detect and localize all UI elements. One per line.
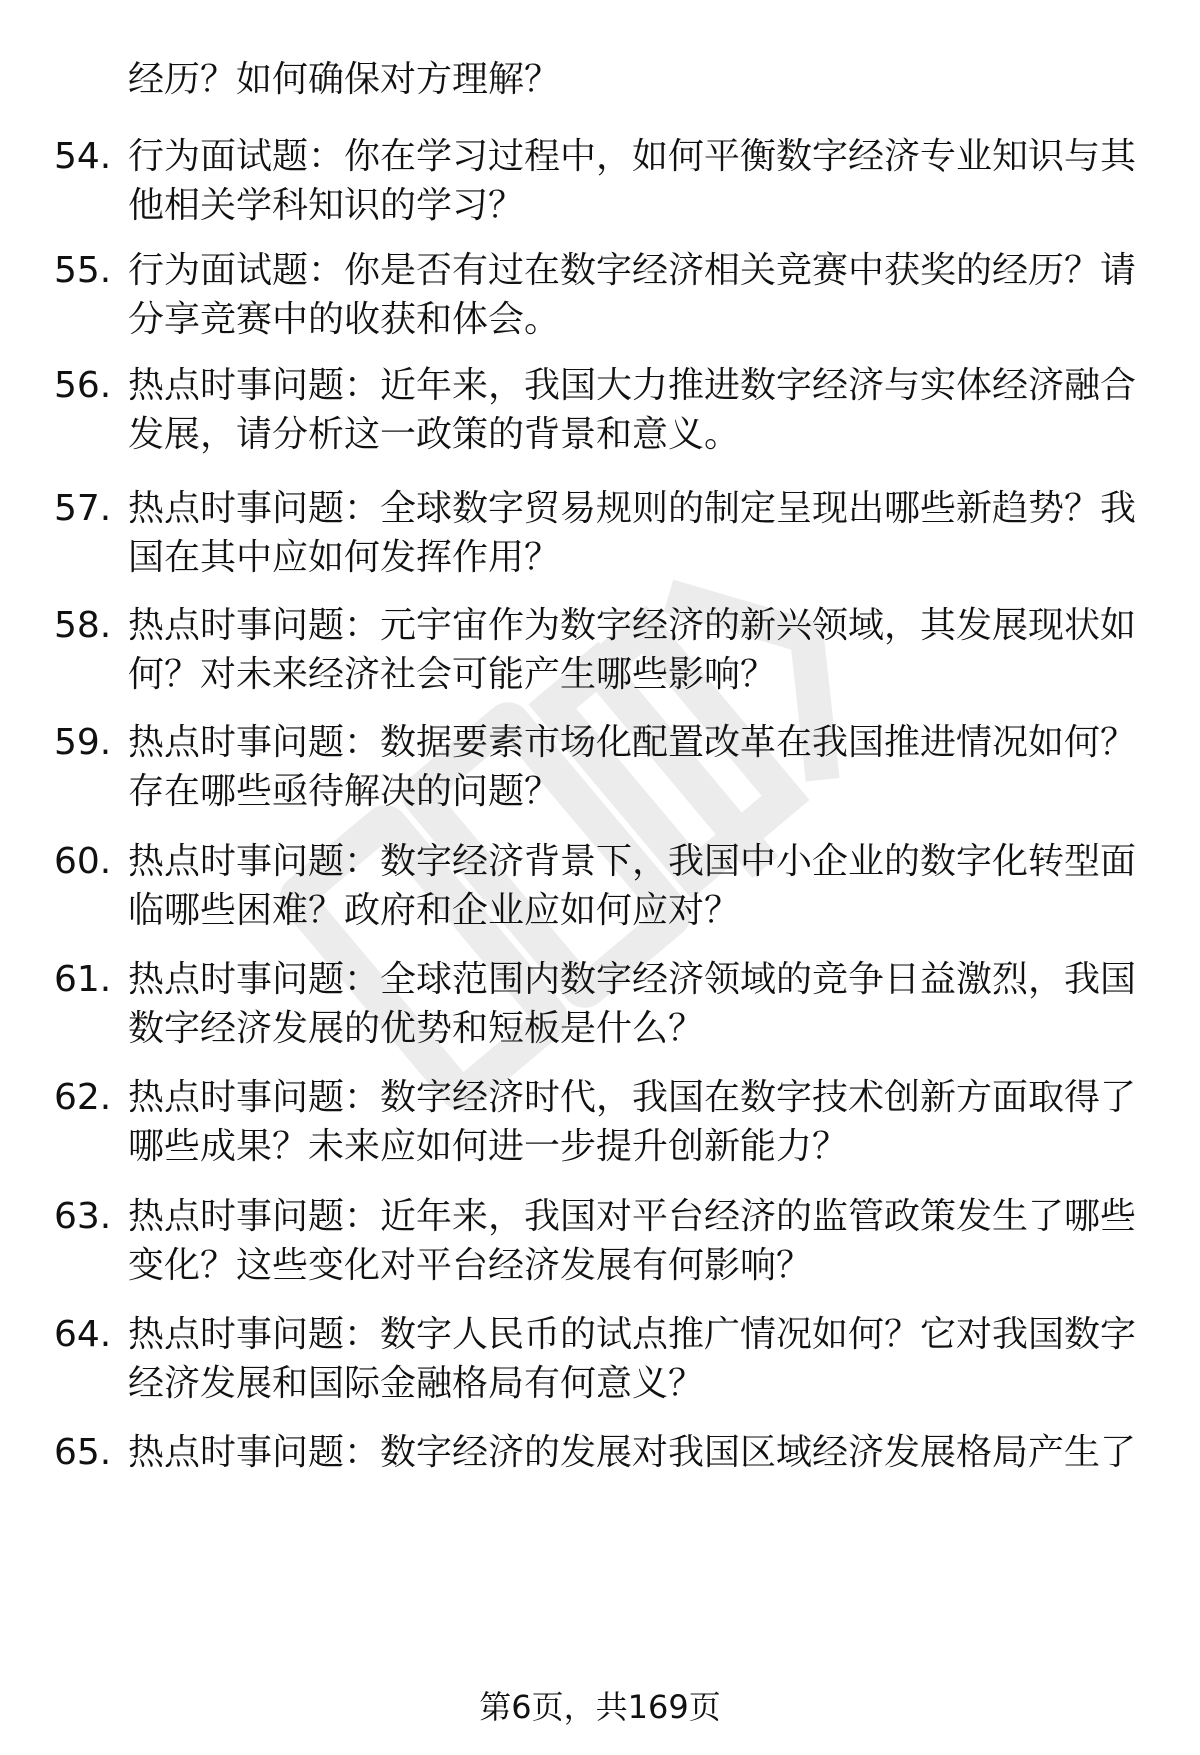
question-text-line: 热点时事问题：数字人民币的试点推广情况如何？它对我国数字 — [128, 1314, 1137, 1355]
question-text-line: 经历？如何确保对方理解？ — [128, 59, 561, 100]
question-number: 64. — [54, 1314, 112, 1355]
question-text-line: 热点时事问题：近年来，我国大力推进数字经济与实体经济融合 — [128, 365, 1137, 406]
question-text-line: 热点时事问题：元宇宙作为数字经济的新兴领域，其发展现状如 — [128, 605, 1137, 646]
question-number: 59. — [54, 722, 112, 763]
question-text-line: 分享竞赛中的收获和体会。 — [128, 299, 561, 340]
question-text-line: 经济发展和国际金融格局有何意义？ — [128, 1363, 705, 1404]
question-number: 65. — [54, 1432, 112, 1473]
question-number: 56. — [54, 365, 112, 406]
question-text-line: 发展，请分析这一政策的背景和意义。 — [128, 414, 741, 455]
question-number: 61. — [54, 959, 112, 1000]
question-text-line: 行为面试题：你在学习过程中，如何平衡数字经济专业知识与其 — [128, 136, 1137, 177]
question-number: 58. — [54, 605, 112, 646]
question-number: 62. — [54, 1077, 112, 1118]
question-text-line: 国在其中应如何发挥作用？ — [128, 537, 561, 578]
question-number: 54. — [54, 136, 112, 177]
question-text-line: 热点时事问题：数字经济背景下，我国中小企业的数字化转型面 — [128, 841, 1137, 882]
question-text-line: 数字经济发展的优势和短板是什么？ — [128, 1008, 705, 1049]
question-text-line: 变化？这些变化对平台经济发展有何影响？ — [128, 1245, 813, 1286]
question-text-line: 他相关学科知识的学习？ — [128, 185, 525, 226]
question-text-line: 何？对未来经济社会可能产生哪些影响？ — [128, 654, 777, 695]
question-text-line: 热点时事问题：数字经济时代，我国在数字技术创新方面取得了 — [128, 1077, 1137, 1118]
question-number: 60. — [54, 841, 112, 882]
question-number: 63. — [54, 1196, 112, 1237]
question-text-line: 哪些成果？未来应如何进一步提升创新能力？ — [128, 1126, 849, 1167]
question-text-line: 临哪些困难？政府和企业应如何应对？ — [128, 890, 741, 931]
question-text-line: 存在哪些亟待解决的问题？ — [128, 771, 561, 812]
question-text-line: 热点时事问题：数字经济的发展对我国区域经济发展格局产生了 — [128, 1432, 1137, 1473]
question-text-line: 热点时事问题：全球范围内数字经济领域的竞争日益激烈，我国 — [128, 959, 1137, 1000]
question-number: 55. — [54, 250, 112, 291]
question-text-line: 热点时事问题：全球数字贸易规则的制定呈现出哪些新趋势？我 — [128, 488, 1137, 529]
question-text-line: 行为面试题：你是否有过在数字经济相关竞赛中获奖的经历？请 — [128, 250, 1137, 291]
question-text-line: 热点时事问题：近年来，我国对平台经济的监管政策发生了哪些 — [128, 1196, 1137, 1237]
page-number-footer: 第6页，共169页 — [479, 1688, 721, 1726]
question-number: 57. — [54, 488, 112, 529]
question-text-line: 热点时事问题：数据要素市场化配置改革在我国推进情况如何？ — [128, 722, 1137, 763]
